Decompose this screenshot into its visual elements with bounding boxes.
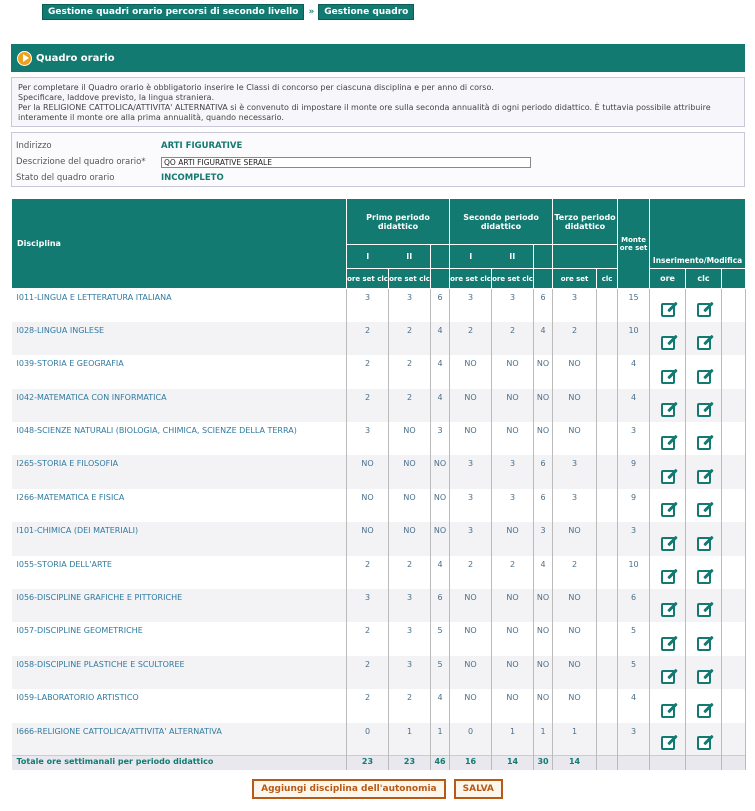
- edit-clc-cell: [686, 689, 722, 722]
- table-row: [12, 289, 746, 322]
- edit-icon[interactable]: [697, 537, 711, 551]
- blank-cell: [722, 355, 746, 388]
- terzo-clc-cell: [597, 556, 618, 589]
- edit-clc-cell: [686, 622, 722, 655]
- blank-cell: [722, 689, 746, 722]
- edit-icon[interactable]: [697, 436, 711, 450]
- table-row: [12, 389, 746, 422]
- edit-clc-cell: [686, 489, 722, 522]
- secondo-tot-cell: 4: [534, 322, 553, 355]
- edit-clc-cell: [686, 522, 722, 555]
- secondo-tot-cell: 4: [534, 556, 553, 589]
- edit-icon[interactable]: [661, 570, 675, 584]
- total-secondo-i: 16: [450, 756, 492, 770]
- primo-tot-cell: 3: [431, 422, 450, 455]
- terzo-clc-cell: [597, 656, 618, 689]
- primo-i-cell: 2: [347, 389, 389, 422]
- primo-tot-cell: 6: [431, 589, 450, 622]
- monte-ore-cell: 10: [618, 556, 650, 589]
- note-line-3: Per la RELIGIONE CATTOLICA/ATTIVITA' ALTERNATIVA si è convenuto di impostare il monte ore sulla seconda annualità di ogni periodo didattico. È tuttavia possibile attribuire interamente il monte ore alla prima annualità, quando necessario.: [18, 103, 711, 122]
- table-row: [12, 355, 746, 388]
- edit-icon[interactable]: [661, 436, 675, 450]
- secondo-tot-cell: 3: [534, 522, 553, 555]
- secondo-tot-cell: 6: [534, 289, 553, 322]
- secondo-tot-cell: NO: [534, 389, 553, 422]
- edit-icon[interactable]: [661, 503, 675, 517]
- primo-i-cell: 3: [347, 289, 389, 322]
- total-secondo-tot: 30: [534, 756, 553, 770]
- total-blank: [722, 756, 746, 770]
- primo-i-cell: NO: [347, 489, 389, 522]
- table-row: [12, 689, 746, 722]
- edit-icon[interactable]: [697, 736, 711, 750]
- primo-ii-cell: 3: [389, 656, 431, 689]
- edit-ore-cell: [650, 656, 686, 689]
- total-blank: [618, 756, 650, 770]
- monte-ore-cell: 3: [618, 723, 650, 756]
- secondo-tot-cell: 6: [534, 489, 553, 522]
- secondo-ii-cell: NO: [492, 355, 534, 388]
- table-row: [12, 422, 746, 455]
- secondo-i-cell: NO: [450, 689, 492, 722]
- primo-tot-cell: 1: [431, 723, 450, 756]
- primo-tot-cell: 4: [431, 556, 450, 589]
- discipline-name-cell: I011-LINGUA E LETTERATURA ITALIANA: [12, 289, 347, 322]
- terzo-ore-cell: 2: [553, 322, 597, 355]
- monte-ore-cell: 3: [618, 522, 650, 555]
- header-blank-p3: [553, 245, 618, 269]
- header-year-1-p1: I II: [347, 245, 431, 269]
- monte-ore-cell: 5: [618, 622, 650, 655]
- primo-tot-cell: NO: [431, 455, 450, 488]
- edit-ore-cell: [650, 289, 686, 322]
- monte-ore-cell: 9: [618, 455, 650, 488]
- edit-clc-cell: [686, 355, 722, 388]
- edit-icon[interactable]: [697, 470, 711, 484]
- blank-cell: [722, 489, 746, 522]
- terzo-ore-cell: NO: [553, 622, 597, 655]
- monte-ore-cell: 4: [618, 689, 650, 722]
- primo-ii-cell: NO: [389, 422, 431, 455]
- table-row: [12, 622, 746, 655]
- edit-icon[interactable]: [697, 670, 711, 684]
- blank-cell: [722, 622, 746, 655]
- edit-clc-cell: [686, 322, 722, 355]
- terzo-clc-cell: [597, 389, 618, 422]
- edit-ore-cell: [650, 689, 686, 722]
- secondo-i-cell: 2: [450, 556, 492, 589]
- primo-ii-cell: 2: [389, 689, 431, 722]
- header-ore-set: ore set clc: [389, 269, 431, 289]
- terzo-clc-cell: [597, 355, 618, 388]
- breadcrumb-separator: »: [308, 7, 315, 17]
- primo-tot-cell: 4: [431, 322, 450, 355]
- terzo-ore-cell: NO: [553, 389, 597, 422]
- header-primo-periodo: Primo periodo didattico: [347, 199, 450, 245]
- secondo-ii-cell: NO: [492, 622, 534, 655]
- primo-i-cell: 3: [347, 422, 389, 455]
- secondo-ii-cell: NO: [492, 589, 534, 622]
- edit-icon[interactable]: [661, 336, 675, 350]
- edit-ore-cell: [650, 322, 686, 355]
- table-row: [12, 489, 746, 522]
- table-row: [12, 522, 746, 555]
- header-ore: ore: [650, 269, 686, 289]
- discipline-name-cell: I055-STORIA DELL'ARTE: [12, 556, 347, 589]
- indirizzo-value: ARTI FIGURATIVE: [161, 141, 243, 151]
- header-clc: clc: [597, 269, 618, 289]
- terzo-ore-cell: NO: [553, 355, 597, 388]
- edit-clc-cell: [686, 422, 722, 455]
- secondo-ii-cell: 3: [492, 289, 534, 322]
- edit-icon[interactable]: [661, 670, 675, 684]
- edit-icon[interactable]: [661, 403, 675, 417]
- primo-i-cell: NO: [347, 455, 389, 488]
- secondo-i-cell: NO: [450, 355, 492, 388]
- secondo-ii-cell: NO: [492, 389, 534, 422]
- secondo-ii-cell: NO: [492, 656, 534, 689]
- discipline-name-cell: I265-STORIA E FILOSOFIA: [12, 455, 347, 488]
- breadcrumb-item-gestione-quadro[interactable]: Gestione quadro: [318, 4, 414, 20]
- blank-cell: [722, 289, 746, 322]
- secondo-i-cell: 3: [450, 489, 492, 522]
- secondo-i-cell: NO: [450, 389, 492, 422]
- discipline-name-cell: I058-DISCIPLINE PLASTICHE E SCULTOREE: [12, 656, 347, 689]
- header-ore-set: ore set clc: [492, 269, 534, 289]
- primo-i-cell: 3: [347, 589, 389, 622]
- info-box: [11, 132, 745, 187]
- primo-tot-cell: 6: [431, 289, 450, 322]
- edit-icon[interactable]: [661, 370, 675, 384]
- primo-ii-cell: NO: [389, 489, 431, 522]
- blank-cell: [722, 389, 746, 422]
- secondo-i-cell: NO: [450, 656, 492, 689]
- save-button[interactable]: SALVA: [454, 779, 503, 799]
- edit-clc-cell: [686, 556, 722, 589]
- secondo-i-cell: 3: [450, 455, 492, 488]
- terzo-ore-cell: NO: [553, 522, 597, 555]
- secondo-tot-cell: NO: [534, 422, 553, 455]
- note-line-2: Specificare, laddove previsto, la lingua straniera.: [18, 93, 215, 102]
- edit-icon[interactable]: [661, 603, 675, 617]
- primo-ii-cell: 3: [389, 289, 431, 322]
- primo-tot-cell: 4: [431, 389, 450, 422]
- blank-cell: [722, 656, 746, 689]
- play-icon: [17, 51, 32, 66]
- edit-icon[interactable]: [661, 637, 675, 651]
- terzo-ore-cell: 3: [553, 455, 597, 488]
- blank-cell: [722, 455, 746, 488]
- primo-i-cell: 2: [347, 556, 389, 589]
- breadcrumb: [42, 4, 414, 20]
- edit-icon[interactable]: [661, 704, 675, 718]
- total-primo-i: 23: [347, 756, 389, 770]
- terzo-ore-cell: NO: [553, 656, 597, 689]
- terzo-clc-cell: [597, 422, 618, 455]
- table-row: [12, 322, 746, 355]
- total-primo-tot: 46: [431, 756, 450, 770]
- header-ore-set: ore set clc: [347, 269, 389, 289]
- edit-icon[interactable]: [697, 704, 711, 718]
- edit-clc-cell: [686, 589, 722, 622]
- edit-ore-cell: [650, 723, 686, 756]
- header-clc: clc: [686, 269, 722, 289]
- primo-ii-cell: 2: [389, 355, 431, 388]
- total-row: [12, 756, 746, 770]
- header-blank: [722, 269, 746, 289]
- primo-ii-cell: NO: [389, 455, 431, 488]
- table-row: [12, 656, 746, 689]
- edit-ore-cell: [650, 389, 686, 422]
- terzo-clc-cell: [597, 723, 618, 756]
- header-terzo-periodo: Terzo periodo didattico: [553, 199, 618, 245]
- edit-icon[interactable]: [697, 370, 711, 384]
- primo-ii-cell: 3: [389, 589, 431, 622]
- secondo-i-cell: NO: [450, 589, 492, 622]
- primo-tot-cell: 4: [431, 355, 450, 388]
- quadro-orario-table: [11, 198, 746, 770]
- primo-tot-cell: 5: [431, 622, 450, 655]
- primo-ii-cell: 2: [389, 389, 431, 422]
- secondo-ii-cell: NO: [492, 522, 534, 555]
- terzo-clc-cell: [597, 589, 618, 622]
- blank-cell: [722, 556, 746, 589]
- monte-ore-cell: 6: [618, 589, 650, 622]
- primo-tot-cell: NO: [431, 522, 450, 555]
- discipline-name-cell: I101-CHIMICA (DEI MATERIALI): [12, 522, 347, 555]
- monte-ore-cell: 9: [618, 489, 650, 522]
- edit-clc-cell: [686, 723, 722, 756]
- terzo-clc-cell: [597, 455, 618, 488]
- discipline-name-cell: I042-MATEMATICA CON INFORMATICA: [12, 389, 347, 422]
- primo-tot-cell: 4: [431, 689, 450, 722]
- button-bar: [0, 779, 755, 799]
- secondo-ii-cell: NO: [492, 689, 534, 722]
- indirizzo-label: Indirizzo: [16, 141, 52, 151]
- primo-i-cell: 2: [347, 322, 389, 355]
- edit-icon[interactable]: [697, 303, 711, 317]
- descrizione-label: Descrizione del quadro orario*: [16, 157, 146, 167]
- secondo-ii-cell: 3: [492, 455, 534, 488]
- breadcrumb-item-gestione-quadri[interactable]: Gestione quadri orario percorsi di secondo livello: [42, 4, 304, 20]
- total-blank: [650, 756, 686, 770]
- terzo-clc-cell: [597, 322, 618, 355]
- header-blank: [534, 269, 553, 289]
- edit-ore-cell: [650, 489, 686, 522]
- primo-ii-cell: NO: [389, 522, 431, 555]
- primo-i-cell: 2: [347, 355, 389, 388]
- primo-tot-cell: 5: [431, 656, 450, 689]
- secondo-tot-cell: NO: [534, 622, 553, 655]
- secondo-ii-cell: 1: [492, 723, 534, 756]
- edit-icon[interactable]: [697, 403, 711, 417]
- instructions-box: [11, 77, 745, 127]
- edit-icon[interactable]: [661, 470, 675, 484]
- terzo-clc-cell: [597, 522, 618, 555]
- secondo-i-cell: NO: [450, 422, 492, 455]
- monte-ore-cell: 3: [618, 422, 650, 455]
- add-discipline-button[interactable]: Aggiungi disciplina dell'autonomia: [252, 779, 446, 799]
- terzo-clc-cell: [597, 689, 618, 722]
- primo-i-cell: 2: [347, 622, 389, 655]
- secondo-ii-cell: 3: [492, 489, 534, 522]
- edit-ore-cell: [650, 622, 686, 655]
- secondo-i-cell: 2: [450, 322, 492, 355]
- total-label: Totale ore settimanali per periodo didattico: [12, 756, 347, 770]
- header-ore-set: ore set: [553, 269, 597, 289]
- terzo-ore-cell: NO: [553, 589, 597, 622]
- discipline-name-cell: I048-SCIENZE NATURALI (BIOLOGIA, CHIMICA, SCIENZE DELLA TERRA): [12, 422, 347, 455]
- edit-icon[interactable]: [661, 736, 675, 750]
- terzo-ore-cell: 3: [553, 489, 597, 522]
- edit-icon[interactable]: [697, 503, 711, 517]
- monte-ore-cell: 15: [618, 289, 650, 322]
- edit-ore-cell: [650, 422, 686, 455]
- header-blank-p2: [534, 245, 553, 269]
- monte-ore-cell: 10: [618, 322, 650, 355]
- secondo-ii-cell: NO: [492, 422, 534, 455]
- blank-cell: [722, 322, 746, 355]
- secondo-tot-cell: NO: [534, 355, 553, 388]
- primo-i-cell: 2: [347, 689, 389, 722]
- note-line-1: Per completare il Quadro orario è obbligatorio inserire le Classi di concorso per ciascuna disciplina e per anno di corso.: [18, 83, 494, 92]
- secondo-tot-cell: NO: [534, 589, 553, 622]
- edit-clc-cell: [686, 455, 722, 488]
- primo-i-cell: NO: [347, 522, 389, 555]
- primo-ii-cell: 1: [389, 723, 431, 756]
- secondo-tot-cell: NO: [534, 689, 553, 722]
- edit-clc-cell: [686, 289, 722, 322]
- edit-ore-cell: [650, 589, 686, 622]
- discipline-name-cell: I059-LABORATORIO ARTISTICO: [12, 689, 347, 722]
- terzo-ore-cell: 1: [553, 723, 597, 756]
- discipline-name-cell: I057-DISCIPLINE GEOMETRICHE: [12, 622, 347, 655]
- edit-icon[interactable]: [661, 303, 675, 317]
- edit-ore-cell: [650, 355, 686, 388]
- secondo-i-cell: NO: [450, 622, 492, 655]
- terzo-clc-cell: [597, 622, 618, 655]
- table-row: [12, 556, 746, 589]
- primo-ii-cell: 2: [389, 556, 431, 589]
- secondo-ii-cell: 2: [492, 556, 534, 589]
- secondo-tot-cell: 6: [534, 455, 553, 488]
- total-secondo-ii: 14: [492, 756, 534, 770]
- secondo-i-cell: 0: [450, 723, 492, 756]
- total-blank: [686, 756, 722, 770]
- discipline-name-cell: I266-MATEMATICA E FISICA: [12, 489, 347, 522]
- header-inserimento-modifica: Inserimento/Modifica: [650, 199, 746, 269]
- panel-header: [11, 44, 745, 72]
- descrizione-input[interactable]: [161, 157, 531, 168]
- edit-icon[interactable]: [697, 603, 711, 617]
- edit-ore-cell: [650, 455, 686, 488]
- primo-ii-cell: 2: [389, 322, 431, 355]
- secondo-tot-cell: 1: [534, 723, 553, 756]
- discipline-name-cell: I039-STORIA E GEOGRAFIA: [12, 355, 347, 388]
- discipline-name-cell: I028-LINGUA INGLESE: [12, 322, 347, 355]
- header-year-p2: I II: [450, 245, 534, 269]
- edit-icon[interactable]: [697, 637, 711, 651]
- discipline-name-cell: I056-DISCIPLINE GRAFICHE E PITTORICHE: [12, 589, 347, 622]
- edit-icon[interactable]: [697, 336, 711, 350]
- secondo-i-cell: 3: [450, 289, 492, 322]
- terzo-clc-cell: [597, 489, 618, 522]
- primo-ii-cell: 3: [389, 622, 431, 655]
- blank-cell: [722, 589, 746, 622]
- edit-ore-cell: [650, 556, 686, 589]
- terzo-clc-cell: [597, 289, 618, 322]
- stato-value: INCOMPLETO: [161, 173, 224, 183]
- monte-ore-cell: 4: [618, 389, 650, 422]
- primo-i-cell: 2: [347, 656, 389, 689]
- table-row: [12, 455, 746, 488]
- table-row: [12, 589, 746, 622]
- edit-clc-cell: [686, 389, 722, 422]
- total-blank: [597, 756, 618, 770]
- discipline-name-cell: I666-RELIGIONE CATTOLICA/ATTIVITA' ALTERNATIVA: [12, 723, 347, 756]
- header-secondo-periodo: Secondo periodo didattico: [450, 199, 553, 245]
- total-terzo: 14: [553, 756, 597, 770]
- header-blank-p1: [431, 245, 450, 269]
- secondo-ii-cell: 2: [492, 322, 534, 355]
- primo-i-cell: 0: [347, 723, 389, 756]
- primo-tot-cell: NO: [431, 489, 450, 522]
- monte-ore-cell: 4: [618, 355, 650, 388]
- edit-icon[interactable]: [697, 570, 711, 584]
- secondo-tot-cell: NO: [534, 656, 553, 689]
- panel-title: Quadro orario: [36, 52, 115, 64]
- header-monte-ore: Monte ore set: [618, 199, 650, 289]
- terzo-ore-cell: 3: [553, 289, 597, 322]
- terzo-ore-cell: NO: [553, 422, 597, 455]
- edit-icon[interactable]: [661, 537, 675, 551]
- header-disciplina: Disciplina: [12, 199, 347, 289]
- edit-ore-cell: [650, 522, 686, 555]
- blank-cell: [722, 422, 746, 455]
- secondo-i-cell: 3: [450, 522, 492, 555]
- terzo-ore-cell: 2: [553, 556, 597, 589]
- edit-clc-cell: [686, 656, 722, 689]
- table-row: [12, 723, 746, 756]
- blank-cell: [722, 723, 746, 756]
- stato-label: Stato del quadro orario: [16, 173, 115, 183]
- total-primo-ii: 23: [389, 756, 431, 770]
- header-ore-set: ore set clc: [450, 269, 492, 289]
- blank-cell: [722, 522, 746, 555]
- monte-ore-cell: 5: [618, 656, 650, 689]
- header-blank: [431, 269, 450, 289]
- terzo-ore-cell: NO: [553, 689, 597, 722]
